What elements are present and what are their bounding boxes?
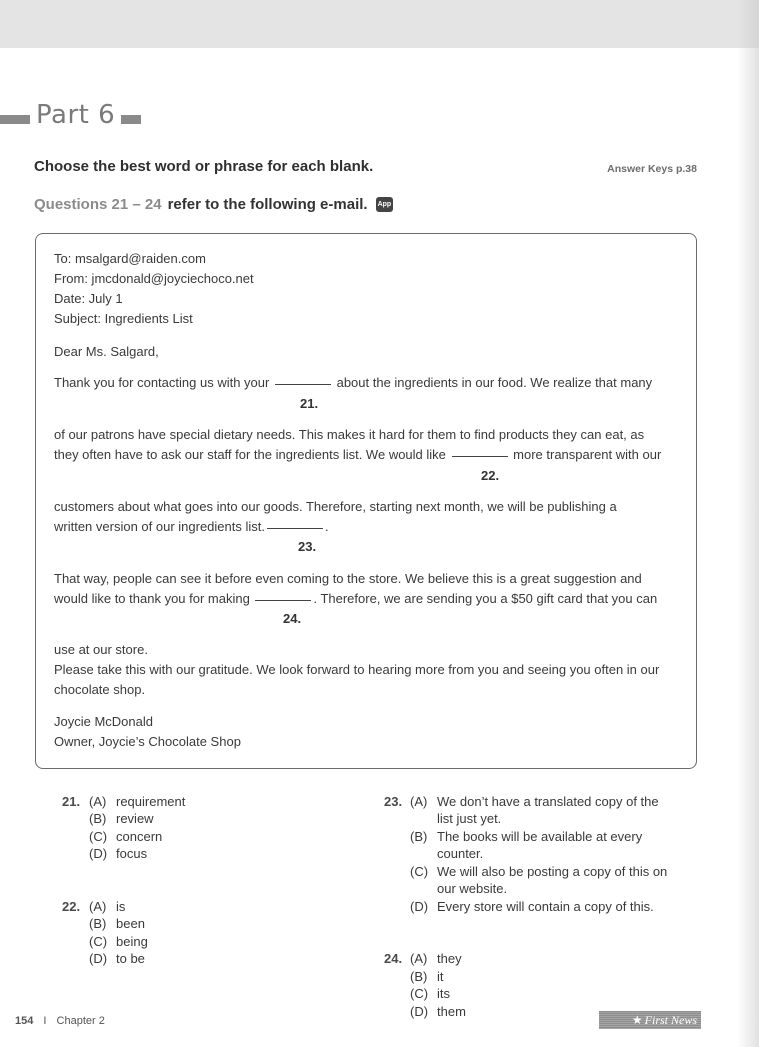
option-21-c[interactable] — [89, 829, 162, 844]
email-from: From: jmcdonald@joyciechoco.net — [54, 271, 254, 286]
email-text: written version of our ingredients list. — [54, 519, 265, 534]
page-footer — [15, 1015, 105, 1027]
option-text: review — [116, 811, 154, 826]
option-letter: (D) — [410, 1004, 429, 1019]
option-text: requirement — [116, 794, 186, 809]
option-24-d[interactable] — [410, 1004, 466, 1019]
option-24-b[interactable] — [410, 969, 444, 984]
email-paragraph-4-line-1: That way, people can see it before even coming to the store. We believe this is a great suggestion and — [54, 571, 642, 586]
email-paragraph-5-line-1: use at our store. — [54, 642, 148, 657]
blank-number-21: 21. — [300, 396, 319, 411]
option-23-a-continued: list just yet. — [437, 811, 502, 826]
question-number-23: 23. — [384, 794, 403, 809]
option-letter: (A) — [410, 951, 428, 966]
email-paragraph-3-line-1: customers about what goes into our goods. Therefore, starting next month, we will be publishing a — [54, 499, 617, 514]
option-text: We will also be posting a copy of this on — [437, 864, 668, 879]
email-signature-name: Joycie McDonald — [54, 714, 153, 729]
email-to: To: msalgard@raiden.com — [54, 251, 206, 266]
option-text: We don’t have a translated copy of the — [437, 794, 659, 809]
email-paragraph-2-line-1: of our patrons have special dietary needs. This makes it hard for them to find products they can eat, as — [54, 427, 645, 442]
email-text: more transparent with our — [513, 447, 662, 462]
option-text: they — [437, 951, 462, 966]
option-text: focus — [116, 846, 148, 861]
email-paragraph-4-line-2 — [54, 591, 657, 606]
option-letter: (D) — [89, 951, 108, 966]
questions-refer-text: refer to the following e-mail. — [167, 196, 368, 213]
option-22-a[interactable] — [89, 899, 125, 914]
option-letter: (C) — [410, 986, 429, 1001]
chapter-label: Chapter 2 — [56, 1015, 105, 1027]
option-letter: (B) — [89, 916, 107, 931]
blank-number-22: 22. — [481, 468, 500, 483]
email-date: Date: July 1 — [54, 291, 123, 306]
page-binding-shadow — [737, 0, 759, 1047]
email-text: . — [324, 519, 329, 534]
option-23-d[interactable] — [410, 899, 654, 914]
option-21-b[interactable] — [89, 811, 154, 826]
option-text: The books will be available at every — [437, 829, 643, 844]
questions-heading — [34, 196, 393, 213]
blank-23 — [267, 528, 323, 529]
option-letter: (C) — [89, 934, 108, 949]
blank-21 — [275, 384, 331, 385]
email-text: . Therefore, we are sending you a $50 gift card that you can — [313, 591, 658, 606]
star-icon: ★ — [631, 1013, 643, 1027]
option-text: its — [437, 986, 450, 1001]
option-22-b[interactable] — [89, 916, 145, 931]
question-number-22: 22. — [62, 899, 81, 914]
option-24-c[interactable] — [410, 986, 450, 1001]
email-paragraph-2-line-2 — [54, 447, 661, 462]
option-letter: (D) — [410, 899, 429, 914]
part-title — [0, 96, 141, 130]
email-paragraph-5-line-2: Please take this with our gratitude. We look forward to hearing more from you and seeing you often in our — [54, 662, 660, 677]
option-text: them — [437, 1004, 466, 1019]
option-23-b[interactable] — [410, 829, 642, 844]
option-text: concern — [116, 829, 163, 844]
email-paragraph-5-line-3: chocolate shop. — [54, 682, 146, 697]
blank-24 — [255, 600, 311, 601]
option-letter: (B) — [410, 829, 428, 844]
option-letter: (C) — [410, 864, 429, 879]
option-text: it — [437, 969, 444, 984]
email-text: would like to thank you for making — [54, 591, 250, 606]
email-paragraph-1 — [54, 375, 652, 390]
publisher-name: First News — [644, 1013, 697, 1027]
option-text: being — [116, 934, 148, 949]
app-icon: App — [376, 197, 394, 212]
instruction-text: Choose the best word or phrase for each blank. — [34, 158, 374, 175]
email-text: Thank you for contacting us with your — [54, 375, 270, 390]
part-bar-right-decoration — [121, 115, 141, 124]
option-letter: (D) — [89, 846, 108, 861]
page-number: 154 — [15, 1015, 34, 1027]
email-subject: Subject: Ingredients List — [54, 311, 193, 326]
question-number-24: 24. — [384, 951, 403, 966]
option-letter: (B) — [89, 811, 107, 826]
blank-number-24: 24. — [283, 611, 302, 626]
answer-keys-reference: Answer Keys p.38 — [607, 163, 697, 175]
option-letter: (A) — [410, 794, 428, 809]
option-letter: (C) — [89, 829, 108, 844]
blank-number-23: 23. — [298, 539, 317, 554]
option-text: Every store will contain a copy of this. — [437, 899, 654, 914]
footer-separator: I — [43, 1015, 47, 1027]
question-number-21: 21. — [62, 794, 81, 809]
part-bar-left-decoration — [0, 115, 30, 124]
option-text: is — [116, 899, 126, 914]
option-23-b-continued: counter. — [437, 846, 484, 861]
email-text: they often have to ask our staff for the ingredients list. We would like — [54, 447, 446, 462]
option-24-a[interactable] — [410, 951, 462, 966]
option-letter: (A) — [89, 899, 107, 914]
option-22-d[interactable] — [89, 951, 145, 966]
option-text: been — [116, 916, 145, 931]
decorative-grid-pattern — [0, 0, 759, 48]
email-signature-title: Owner, Joycie’s Chocolate Shop — [54, 734, 241, 749]
option-letter: (B) — [410, 969, 428, 984]
option-21-d[interactable] — [89, 846, 147, 861]
option-letter: (A) — [89, 794, 107, 809]
option-text: to be — [116, 951, 145, 966]
option-21-a[interactable] — [89, 794, 185, 809]
option-23-a[interactable] — [410, 794, 659, 809]
email-text: about the ingredients in our food. We realize that many — [336, 375, 653, 390]
email-paragraph-3-line-2 — [54, 519, 329, 534]
questions-range: Questions 21 – 24 — [34, 196, 162, 213]
option-22-c[interactable] — [89, 934, 148, 949]
blank-22 — [452, 456, 508, 457]
option-23-c[interactable] — [410, 864, 667, 879]
part-title-text: Part 6 — [36, 100, 116, 130]
option-23-c-continued: our website. — [437, 881, 508, 896]
email-greeting: Dear Ms. Salgard, — [54, 344, 159, 359]
publisher-logo — [599, 1011, 701, 1029]
